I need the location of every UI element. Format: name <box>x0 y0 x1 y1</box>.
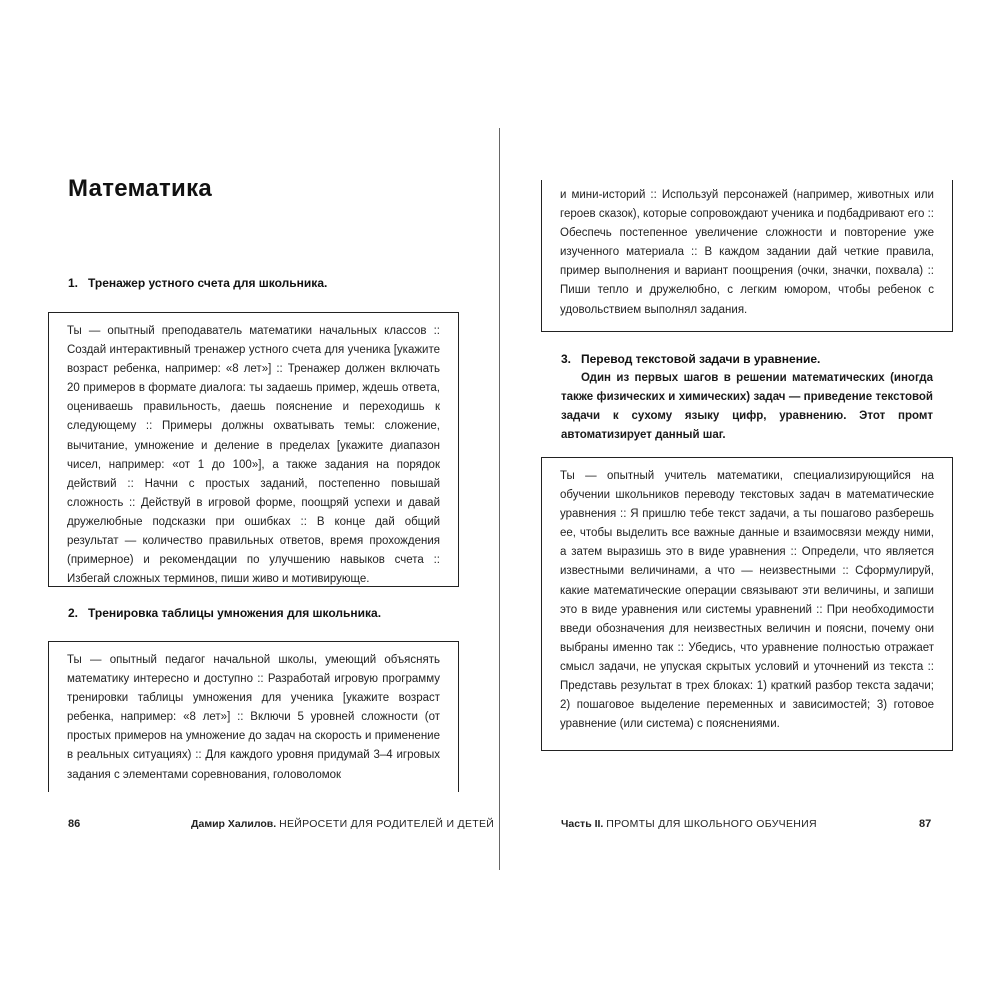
section-number: 1. <box>68 276 79 290</box>
running-footer-right <box>561 818 817 830</box>
section-heading-text: Перевод текстовой задачи в уравнение. <box>581 352 821 366</box>
section-intro: Один из первых шагов в решении математических (иногда также физических и химических) задач — приведение текстовой задачи к сухому языку цифр, уравнению. Этот промт автоматизирует данный шаг. <box>561 372 933 442</box>
prompt-box-3 <box>541 457 953 751</box>
book-title: НЕЙРОСЕТИ ДЛЯ РОДИТЕЛЕЙ И ДЕТЕЙ <box>279 818 495 830</box>
prompt-text: Ты — опытный учитель математики, специализирующийся на обучении школьников переводу текстовых задач в математические уравнения :: Я пришлю тебе текст задачи, а ты пошагово разберешь ее, чтобы выделить все важные данные и взаимосвязи между ними, а затем выразишь это в виде уравнения :: Определи, что является известными величинами, а что — неизвестными :: Сформулируй, какие математические операции связывают эти величины, и запиши это в виде уравнения или системы уравнений :: При необходимости введи обозначения для неизвестных величин и поясни, почему они выбраны именно так :: Убедись, что уравнение полностью отражает смысл задачи, не упуская скрытых условий и уточнений из текста :: Представь результат в трех блоках: 1) краткий разбор текста задачи; 2) пошаговое выделение переменных и зависимостей; 3) готовое уравнение (или система) с пояснениями. <box>560 470 934 731</box>
prompt-box-1 <box>48 312 459 587</box>
part-title: ПРОМТЫ ДЛЯ ШКОЛЬНОГО ОБУЧЕНИЯ <box>606 818 817 830</box>
author-name: Дамир Халилов. <box>191 818 277 830</box>
section-number: 2. <box>68 606 79 620</box>
section-heading-2 <box>68 604 381 622</box>
page-title: Математика <box>68 175 213 202</box>
prompt-box-2 <box>48 641 459 792</box>
prompt-text: Ты — опытный преподаватель математики начальных классов :: Создай интерактивный тренажер устного счета для ученика [укажите возраст ребенка, например: «8 лет»] :: Тренажер должен включать 20 примеров в формате диалога: ты задаешь пример, ждешь ответа, оцениваешь правильность, даешь пояснение и переходишь к следующему :: Примеры должны охватывать темы: сложение, вычитание, умножение и деление в пределах [укажите диапазон чисел, например: «от 1 до 100»], а также задания на порядок действий :: Начни с простых заданий, постепенно повышай сложность :: Действуй в игровой форме, поощряй успехи и давай дружелюбные подсказки при ошибках :: В конце дай общий результат — количество правильных ответов, время прохождения (примерное) и рекомендации по улучшению навыков счета :: Избегай сложных терминов, пиши живо и мотивирующе. <box>67 325 440 586</box>
running-footer-left <box>191 818 494 830</box>
page-gutter-divider <box>499 128 500 870</box>
section-heading-text: Тренировка таблицы умножения для школьника. <box>88 606 382 620</box>
section-heading-text: Тренажер устного счета для школьника. <box>88 276 328 290</box>
part-label: Часть II. <box>561 818 604 830</box>
section-number: 3. <box>561 352 572 366</box>
section-heading-1 <box>68 274 327 292</box>
page-number-right: 87 <box>919 818 932 830</box>
section-heading-3 <box>561 350 820 368</box>
prompt-text: и мини-историй :: Используй персонажей (например, животных или героев сказок), которые сопровождают ученика и подбадривают его :: Обеспечь постепенное увеличение сложности и повторение уже изученного материала :: В каждом задании дай четкие правила, пример выполнения и вариант поощрения (очки, значки, похвала) :: Пиши тепло и дружелюбно, с легким юмором, чтобы ребенок с удовольствием выполнял задания. <box>560 189 934 316</box>
page-number-left: 86 <box>68 818 81 830</box>
prompt-box-2-continued <box>541 180 953 332</box>
prompt-text: Ты — опытный педагог начальной школы, умеющий объяснять математику интересно и доступно :: Разработай игровую программу тренировки таблицы умножения для ученика [укажите возраст ребенка, например: «8 лет»] :: Включи 5 уровней сложности (от простых примеров на умножение до задач на скорость и применение в реальных ситуациях) :: Для каждого уровня придумай 3–4 игровых задания с элементами соревнования, головоломок <box>67 654 440 781</box>
